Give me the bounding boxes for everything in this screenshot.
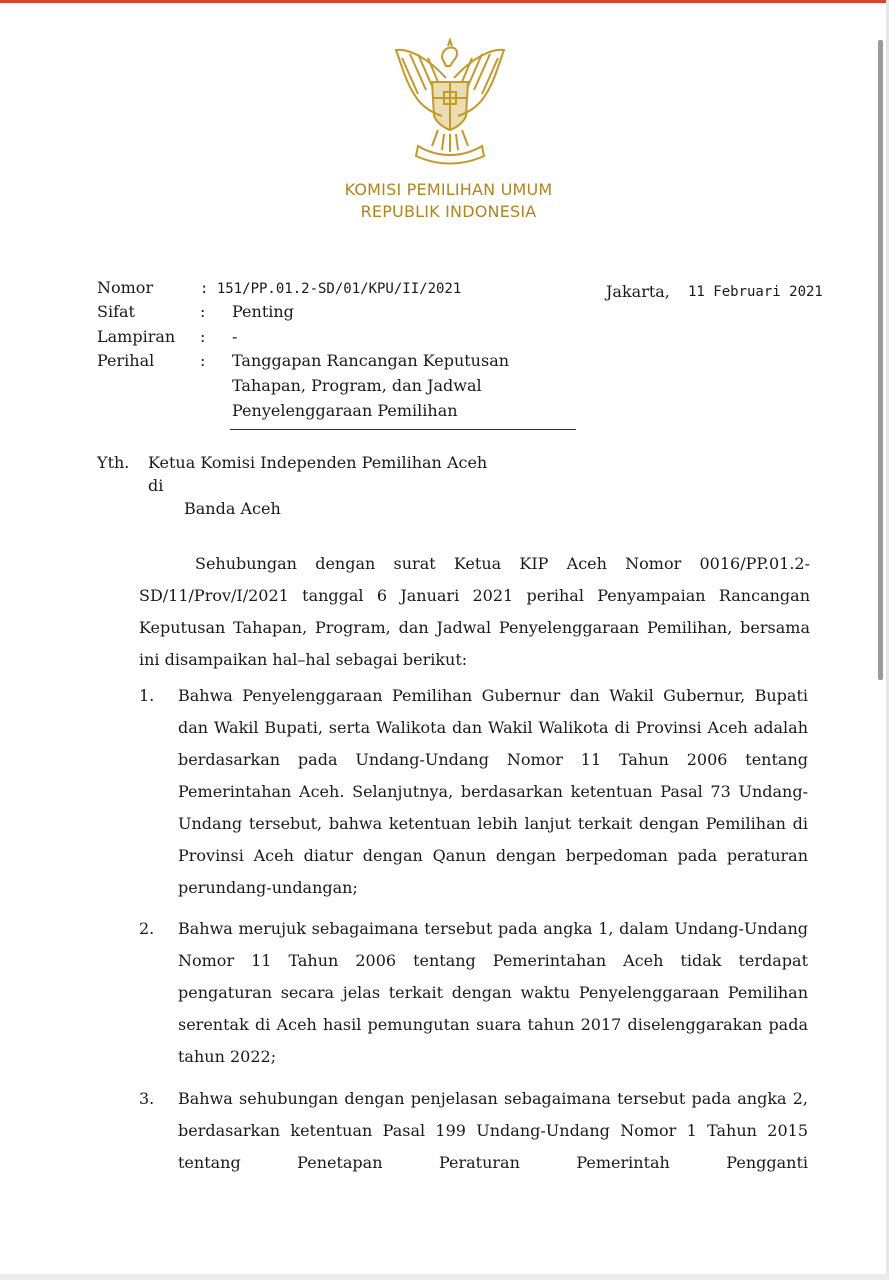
nomor-value: : 151/PP.01.2-SD/01/KPU/II/2021 [200, 281, 462, 297]
perihal-colon: : [200, 351, 206, 370]
lampiran-label: Lampiran [97, 327, 176, 346]
list-item-number: 1. [139, 686, 155, 705]
list-item: Bahwa Penyelenggaraan Pemilihan Gubernur dan Wakil Gubernur, Bupati dan Wakil Bupati, serta Walikota dan Wakil Walikota di Provinsi Aceh adalah berdasarkan pada Undang-Undang Nomor 11 Tahun 2006 tentang Pemerintahan Aceh. Selanjutnya, berdasarkan ketentuan Pasal 73 Undang-Undang tersebut, bahwa ketentuan lebih lanjut terkait dengan Pemilihan di Provinsi Aceh diatur dengan Qanun dengan berpedoman pada peraturan perundang-undangan; [178, 686, 808, 897]
place-label: Jakarta, [606, 282, 670, 301]
sifat-colon: : [200, 302, 206, 321]
yth-label: Yth. [97, 453, 130, 472]
perihal-line: Penyelenggaraan Pemilihan [232, 401, 458, 420]
perihal-line: Tahapan, Program, dan Jadwal [232, 376, 482, 395]
recipient: Ketua Komisi Independen Pemilihan Aceh [148, 453, 488, 472]
lampiran-value: - [232, 327, 238, 346]
list-item-number: 3. [139, 1089, 155, 1108]
list-item-number: 2. [139, 919, 155, 938]
sifat-label: Sifat [97, 302, 135, 321]
scrollbar[interactable] [878, 40, 883, 680]
recipient-city: Banda Aceh [184, 499, 281, 518]
garuda-pancasila-emblem-icon [388, 38, 512, 168]
perihal-underline [230, 429, 576, 430]
nomor-label: Nomor [97, 278, 154, 297]
page-bottom-edge [0, 1274, 889, 1280]
list-item: Bahwa merujuk sebagaimana tersebut pada angka 1, dalam Undang-Undang Nomor 11 Tahun 2006 tentang Pemerintahan Aceh tidak terdapat pengaturan secara jelas terkait dengan waktu Penyelenggaraan Pemilihan serentak di Aceh hasil pemungutan suara tahun 2017 diselenggarakan pada tahun 2022; [178, 919, 808, 1066]
top-edge-bar [0, 0, 889, 3]
lampiran-colon: : [200, 327, 206, 346]
intro-paragraph: Sehubungan dengan surat Ketua KIP Aceh Nomor 0016/PP.01.2-SD/11/Prov/I/2021 tanggal 6 Januari 2021 perihal Penyampaian Rancangan Keputusan Tahapan, Program, dan Jadwal Penyelenggaraan Pemilihan, bersama ini disampaikan hal–hal sebagai berikut: [139, 554, 810, 669]
institution-name-line2: REPUBLIK INDONESIA [360, 202, 537, 221]
perihal-label: Perihal [97, 351, 155, 370]
letter-date: 11 Februari 2021 [688, 284, 823, 300]
di-label: di [148, 476, 164, 495]
perihal-line: Tanggapan Rancangan Keputusan [232, 351, 510, 370]
list-item: Bahwa sehubungan dengan penjelasan sebagaimana tersebut pada angka 2, berdasarkan ketentuan Pasal 199 Undang-Undang Nomor 1 Tahun 2015 tentang Penetapan Peraturan Pemerintah Pengganti [178, 1089, 808, 1172]
sifat-value: Penting [232, 302, 294, 321]
institution-name-line1: KOMISI PEMILIHAN UMUM [344, 180, 553, 199]
